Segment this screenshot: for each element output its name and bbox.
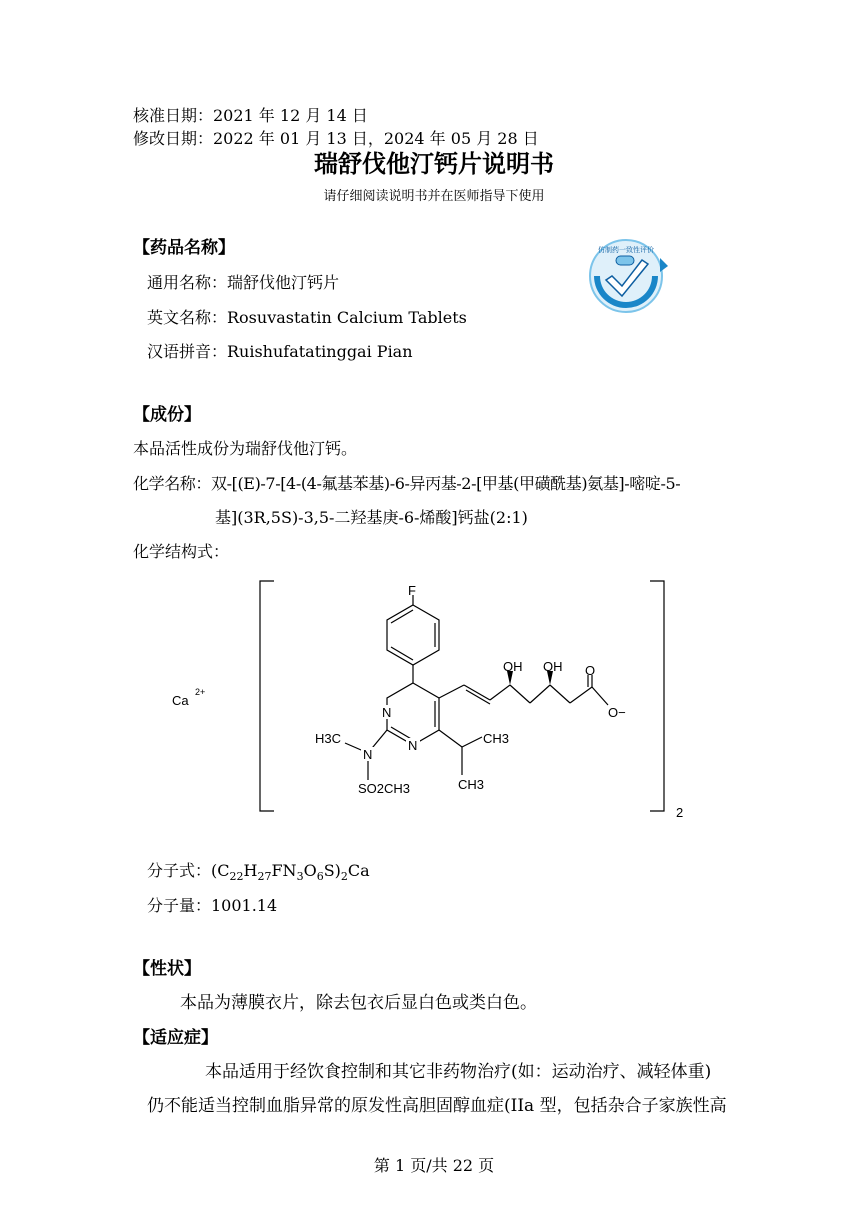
chemical-structure-diagram [160,575,700,825]
molecular-formula [147,861,370,884]
document-subtitle: 请仔细阅读说明书并在医师指导下使用 [323,189,545,204]
formula-part: O [303,861,317,880]
consistency-evaluation-badge-icon [576,236,676,316]
document-title: 瑞舒伐他汀钙片说明书 [314,150,554,178]
ca-charge: 2+ [195,687,206,697]
atom-Ca: Ca [172,693,189,708]
english-name: 英文名称：Rosuvastatin Calcium Tablets [147,308,467,327]
section-heading-drug-name: 【药品名称】 [133,238,235,258]
description-text: 本品为薄膜衣片，除去包衣后显白色或类白色。 [180,993,537,1013]
section-heading-description: 【性状】 [133,959,201,979]
section-heading-composition: 【成份】 [133,405,201,425]
pinyin-name: 汉语拼音：Ruishufatatinggai Pian [147,342,413,361]
chemical-name-line1: 化学名称：双-[(E)-7-[4-(4-氟基苯基)-6-异丙基-2-[甲基(甲磺酰基)氨基]-嘧啶-5- [133,474,681,493]
atom-N-ring-2: N [408,738,418,753]
atom-OH-2: OH [543,659,563,674]
structure-label: 化学结构式： [133,542,230,561]
page-number: 第 1 页/共 22 页 [373,1156,495,1175]
atom-F: F [408,583,416,598]
indications-line2: 仍不能适当控制血脂异常的原发性高胆固醇血症(IIa 型，包括杂合子家族性高 [147,1096,727,1116]
atom-N-ring-1: N [382,705,392,720]
bracket-subscript: 2 [676,805,684,820]
formula-label: 分子式： [147,861,212,880]
atom-OH-1: OH [503,659,523,674]
active-ingredient: 本品活性成份为瑞舒伐他汀钙。 [133,439,358,458]
group-SO2CH3: SO2CH3 [358,781,411,796]
formula-sub: 27 [257,870,272,884]
group-H3C: H3C [315,731,342,746]
atom-N-amine: N [363,747,373,762]
section-heading-indications: 【适应症】 [133,1028,218,1048]
atom-O: O [585,663,596,678]
formula-part: H [243,861,258,880]
formula-part: FN [271,861,297,880]
formula-part: (C [211,861,230,880]
indications-line1: 本品适用于经饮食控制和其它非药物治疗(如：运动治疗、减轻体重) [205,1062,712,1082]
badge-text: 仿制药一致性评价 [598,246,654,254]
chemical-name-line2: 基](3R,5S)-3,5-二羟基庚-6-烯酸]钙盐(2:1) [215,508,528,527]
atom-O-minus: O− [608,705,626,720]
group-CH3-b: CH3 [458,777,485,792]
formula-sub: 3 [296,870,304,884]
revision-date: 修改日期：2022 年 01 月 13 日，2024 年 05 月 28 日 [133,129,539,148]
molecular-weight: 分子量：1001.14 [147,896,278,915]
approval-date: 核准日期：2021 年 12 月 14 日 [133,106,368,125]
formula-part: S) [323,861,341,880]
group-CH3-a: CH3 [483,731,510,746]
formula-sub: 22 [229,870,244,884]
formula-sub: 6 [316,870,324,884]
formula-part: Ca [347,861,370,880]
formula-sub: 2 [340,870,348,884]
generic-name: 通用名称：瑞舒伐他汀钙片 [147,273,340,292]
